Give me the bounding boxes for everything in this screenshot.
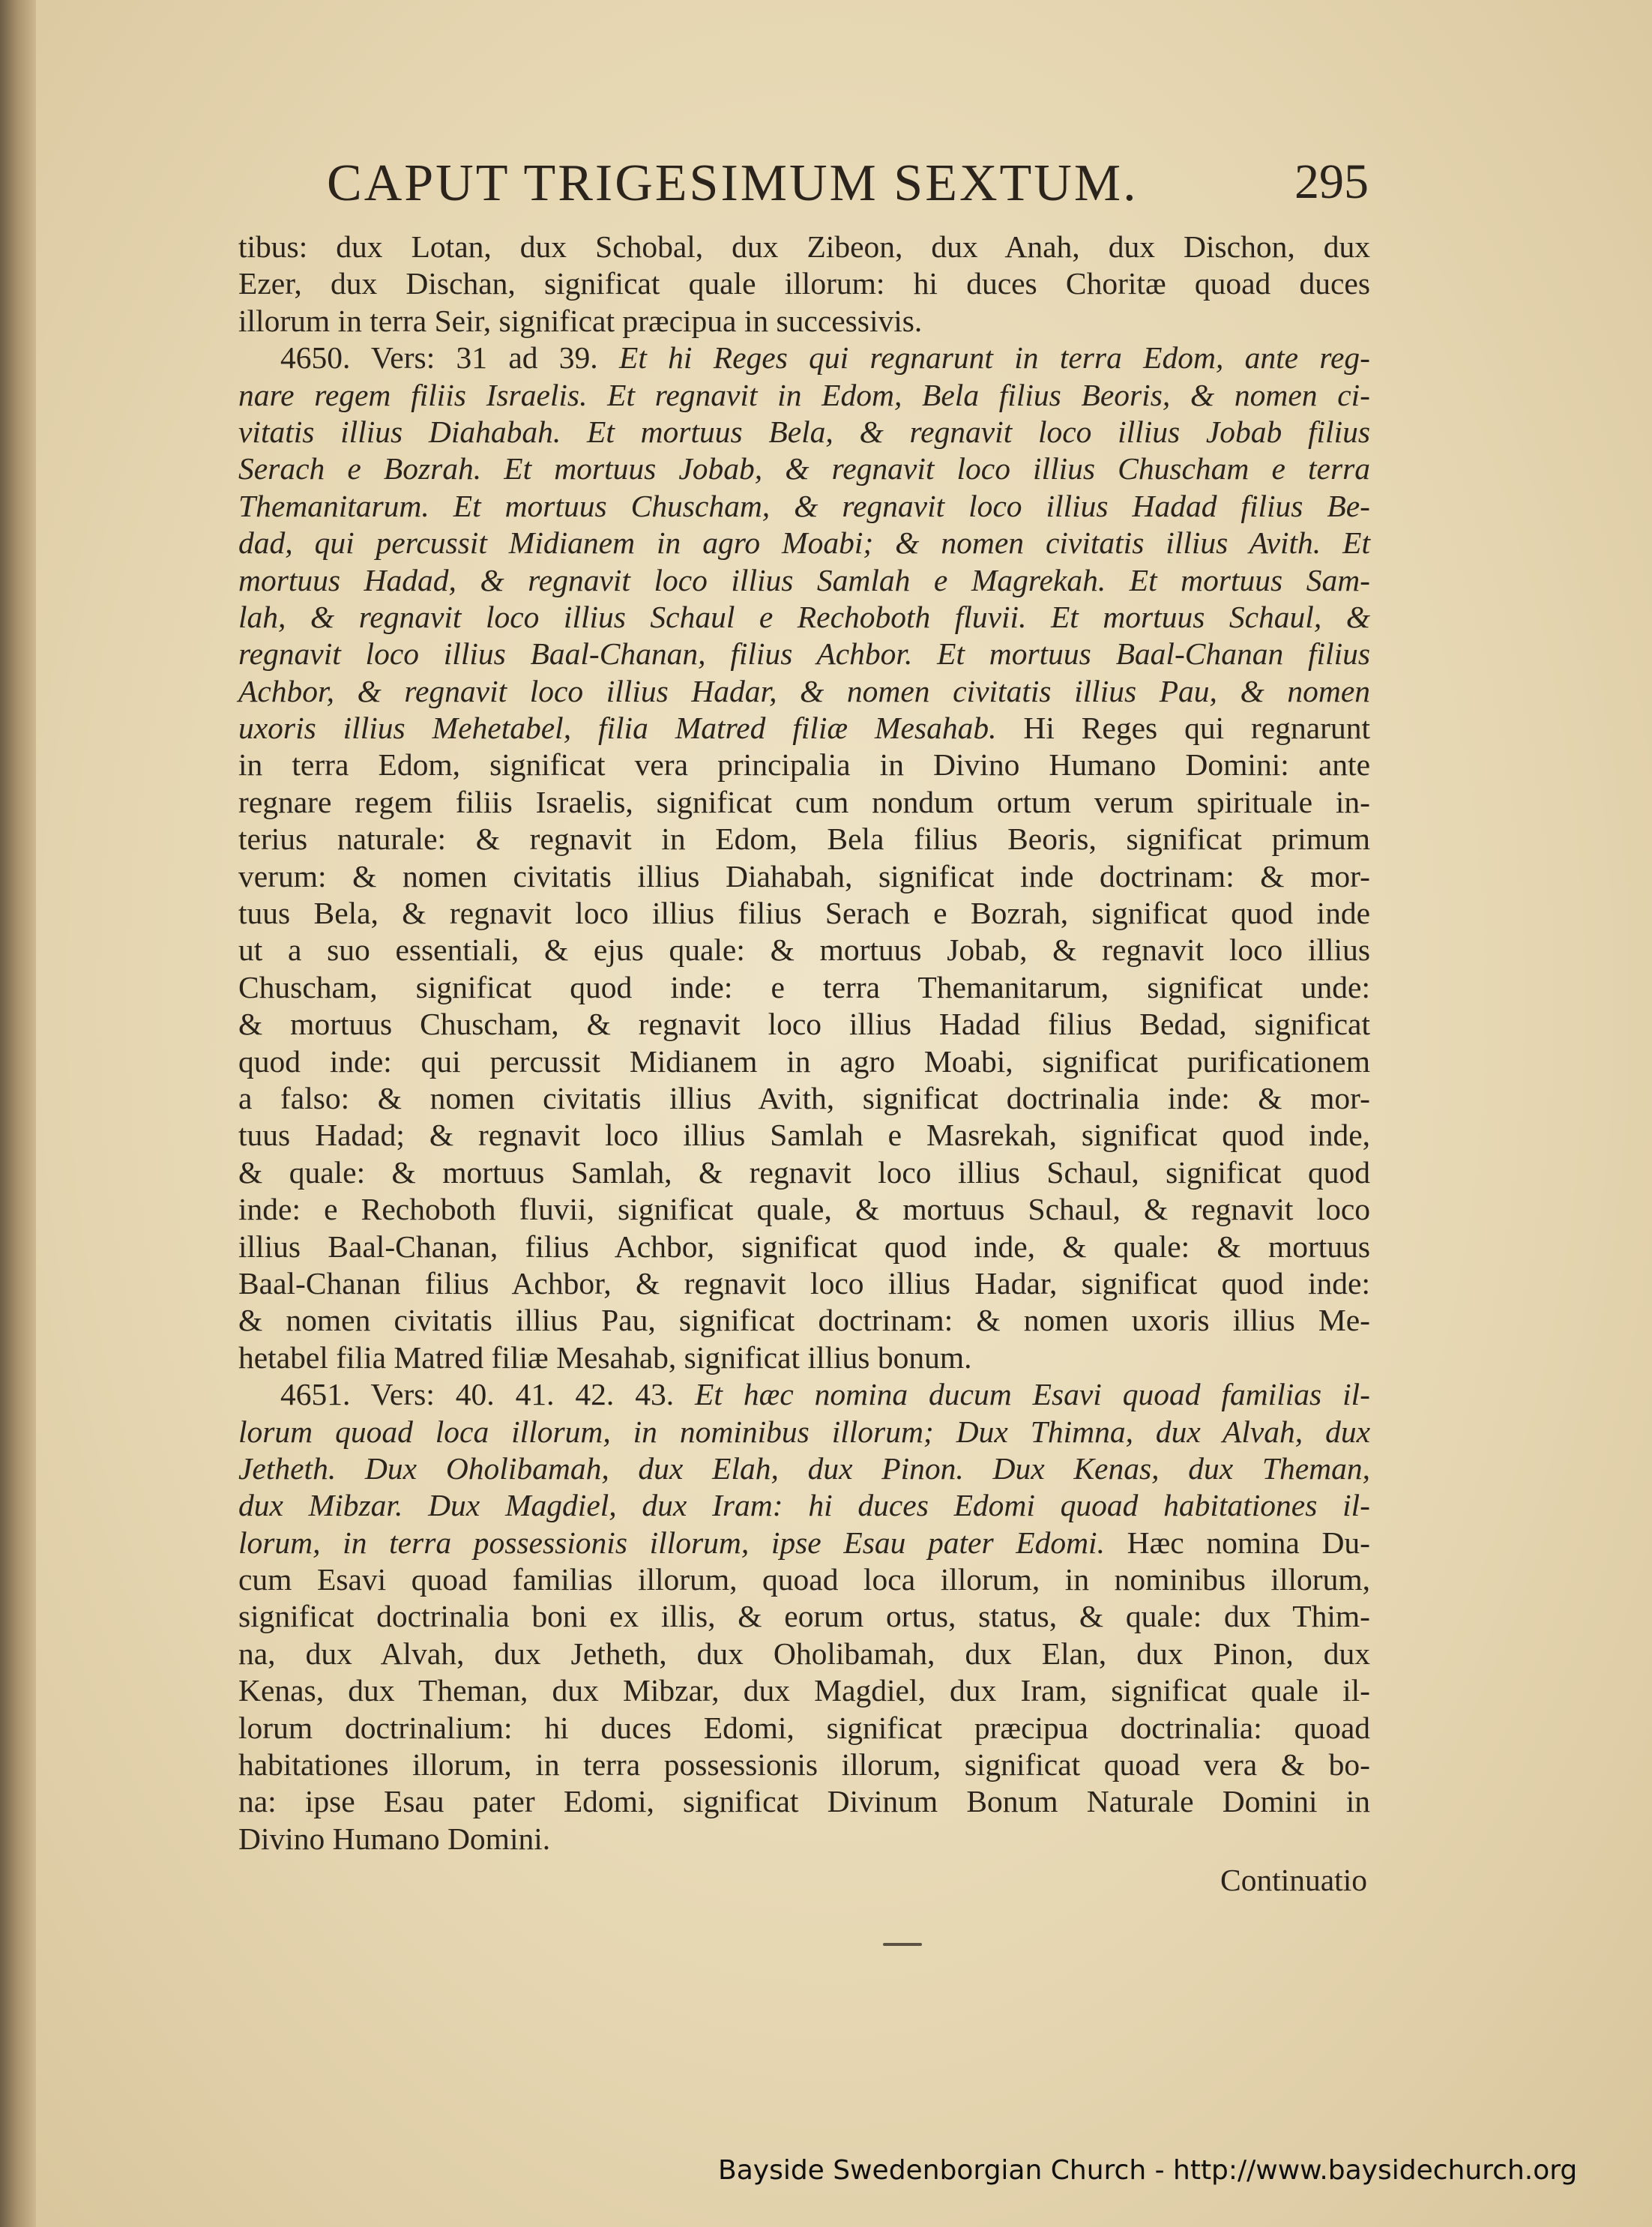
text-line — [238, 1080, 1370, 1117]
text-segment: a falso: & nomen civitatis illius Avith, significat doctrinalia inde: & mor- — [238, 1080, 1370, 1115]
text-segment: cum Esavi quoad familias illorum, quoad loca illorum, in nominibus illorum, — [238, 1562, 1370, 1597]
text-line — [238, 414, 1370, 450]
text-line — [238, 1598, 1370, 1635]
text-line — [238, 1376, 1370, 1413]
text-line — [238, 1450, 1370, 1487]
text-segment: tuus Bela, & regnavit loco illius filius Serach e Bozrah, significat quod inde — [238, 896, 1370, 931]
text-line — [238, 1783, 1370, 1820]
page-ornament — [883, 1943, 922, 1946]
text-line — [238, 377, 1370, 414]
page-number: 295 — [1294, 154, 1369, 209]
text-line — [238, 1710, 1370, 1747]
text-line — [238, 673, 1370, 710]
text-segment: inde: e Rechoboth fluvii, significat quale, & mortuus Schaul, & regnavit loco — [238, 1192, 1370, 1227]
book-binding-edge — [0, 0, 36, 2227]
italic-text-segment: regnavit loco illius Baal-Chanan, filius Achbor. Et mortuus Baal-Chanan filius — [238, 636, 1370, 672]
text-segment: Hæc nomina Du- — [1127, 1525, 1371, 1560]
text-segment: tuus Hadad; & regnavit loco illius Samlah e Masrekah, significat quod inde, — [238, 1118, 1370, 1153]
text-segment: Divino Humano Domini. — [238, 1821, 551, 1856]
text-line — [238, 599, 1370, 636]
text-segment: Kenas, dux Theman, dux Mibzar, dux Magdiel, dux Iram, significat quale il- — [238, 1673, 1370, 1708]
italic-text-segment: Et hæc nomina ducum Esavi quoad familias il- — [695, 1377, 1370, 1412]
text-line — [238, 1339, 1370, 1376]
text-line — [238, 340, 1370, 376]
body-text — [238, 229, 1370, 1857]
catchword: Continuatio — [1220, 1863, 1367, 1897]
text-line — [238, 1154, 1370, 1191]
text-line — [238, 1414, 1370, 1450]
text-line — [238, 1821, 1370, 1857]
text-line — [238, 450, 1370, 487]
text-line — [238, 265, 1370, 302]
text-segment: lorum doctrinalium: hi duces Edomi, significat præcipua doctrinalia: quoad — [238, 1710, 1370, 1745]
chapter-title: CAPUT TRIGESIMUM SEXTUM. — [327, 154, 1139, 212]
text-line — [238, 710, 1370, 747]
text-line — [238, 747, 1370, 783]
text-segment: regnare regem filiis Israelis, significat cum nondum ortum verum spirituale in- — [238, 784, 1370, 819]
italic-text-segment: Themanitarum. Et mortuus Chuscham, & regnavit loco illius Hadad filius Be- — [238, 488, 1370, 523]
text-line — [238, 1561, 1370, 1598]
text-line — [238, 969, 1370, 1006]
text-line — [238, 784, 1370, 821]
text-segment: quod inde: qui percussit Midianem in agro Moabi, significat purificationem — [238, 1043, 1370, 1079]
text-segment: in terra Edom, significat vera principalia in Divino Humano Domini: ante — [238, 747, 1370, 783]
text-segment: ut a suo essentiali, & ejus quale: & mortuus Jobab, & regnavit loco illius — [238, 932, 1370, 968]
text-segment: terius naturale: & regnavit in Edom, Bela filius Beoris, significat primum — [238, 822, 1370, 857]
text-segment: Ezer, dux Dischan, significat quale illorum: hi duces Choritæ quoad duces — [238, 266, 1370, 301]
text-line — [238, 229, 1370, 265]
text-segment: 4651. Vers: 40. 41. 42. 43. — [280, 1377, 696, 1412]
italic-text-segment: lorum, in terra possessionis illorum, ipse Esau pater Edomi. — [238, 1525, 1127, 1560]
text-line — [238, 1006, 1370, 1043]
text-line — [238, 1191, 1370, 1228]
text-line — [238, 1229, 1370, 1265]
text-segment: illius Baal-Chanan, filius Achbor, significat quod inde, & quale: & mortuus — [238, 1229, 1370, 1264]
text-segment: significat doctrinalia boni ex illis, & eorum ortus, status, & quale: dux Thim- — [238, 1599, 1370, 1634]
italic-text-segment: lorum quoad loca illorum, in nominibus illorum; Dux Thimna, dux Alvah, dux — [238, 1414, 1370, 1449]
italic-text-segment: nare regem filiis Israelis. Et regnavit in Edom, Bela filius Beoris, & nomen ci- — [238, 377, 1370, 412]
text-segment: na: ipse Esau pater Edomi, significat Divinum Bonum Naturale Domini in — [238, 1784, 1370, 1819]
text-line — [238, 1672, 1370, 1709]
text-line — [238, 1525, 1370, 1561]
text-segment: habitationes illorum, in terra possessionis illorum, significat quoad vera & bo- — [238, 1747, 1370, 1782]
text-line — [238, 821, 1370, 858]
running-head — [327, 154, 1369, 214]
watermark-text: Bayside Swedenborgian Church - http://www.baysidechurch.org — [718, 2155, 1578, 2186]
italic-text-segment: Et hi Reges qui regnarunt in terra Edom, ante reg- — [618, 340, 1370, 376]
text-line — [238, 1636, 1370, 1672]
italic-text-segment: dad, qui percussit Midianem in agro Moabi; & nomen civitatis illius Avith. Et — [238, 525, 1370, 561]
text-segment: 4650. Vers: 31 ad 39. — [280, 340, 619, 376]
text-segment: & mortuus Chuscham, & regnavit loco illius Hadad filius Bedad, significat — [238, 1007, 1370, 1042]
italic-text-segment: Achbor, & regnavit loco illius Hadar, & nomen civitatis illius Pau, & nomen — [238, 673, 1370, 708]
text-line — [238, 1747, 1370, 1783]
text-segment: hetabel filia Matred filiæ Mesahab, significat illius bonum. — [238, 1339, 972, 1375]
text-line — [238, 562, 1370, 599]
italic-text-segment: uxoris illius Mehetabel, filia Matred filiæ Mesahab. — [238, 711, 1024, 746]
text-segment: & quale: & mortuus Samlah, & regnavit loco illius Schaul, significat quod — [238, 1154, 1370, 1190]
italic-text-segment: Jetheth. Dux Oholibamah, dux Elah, dux Pinon. Dux Kenas, dux Theman, — [238, 1450, 1370, 1486]
italic-text-segment: lah, & regnavit loco illius Schaul e Rechoboth fluvii. Et mortuus Schaul, & — [238, 599, 1370, 634]
text-line — [238, 636, 1370, 672]
text-segment: Baal-Chanan filius Achbor, & regnavit loco illius Hadar, significat quod inde: — [238, 1265, 1370, 1301]
italic-text-segment: vitatis illius Diahabah. Et mortuus Bela, & regnavit loco illius Jobab filius — [238, 414, 1370, 449]
text-segment: & nomen civitatis illius Pau, significat doctrinam: & nomen uxoris illius Me- — [238, 1303, 1370, 1338]
text-segment: Chuscham, significat quod inde: e terra Themanitarum, significat unde: — [238, 969, 1370, 1004]
text-segment: na, dux Alvah, dux Jetheth, dux Oholibamah, dux Elan, dux Pinon, dux — [238, 1636, 1370, 1671]
text-line — [238, 932, 1370, 968]
text-line — [238, 858, 1370, 895]
text-line — [238, 303, 1370, 340]
text-line — [238, 895, 1370, 932]
text-line — [238, 1117, 1370, 1154]
text-line — [238, 1043, 1370, 1080]
text-line — [238, 1302, 1370, 1339]
text-segment: verum: & nomen civitatis illius Diahabah, significat inde doctrinam: & mor- — [238, 858, 1370, 893]
text-segment: tibus: dux Lotan, dux Schobal, dux Zibeon, dux Anah, dux Dischon, dux — [238, 229, 1370, 264]
text-line — [238, 488, 1370, 525]
text-segment: illorum in terra Seir, significat præcipua in successivis. — [238, 303, 923, 338]
italic-text-segment: dux Mibzar. Dux Magdiel, dux Iram: hi duces Edomi quoad habitationes il- — [238, 1488, 1370, 1523]
text-line — [238, 1265, 1370, 1302]
text-line — [238, 1487, 1370, 1524]
text-segment: Hi Reges qui regnarunt — [1023, 711, 1370, 746]
italic-text-segment: Serach e Bozrah. Et mortuus Jobab, & regnavit loco illius Chuscham e terra — [238, 451, 1370, 486]
italic-text-segment: mortuus Hadad, & regnavit loco illius Samlah e Magrekah. Et mortuus Sam- — [238, 562, 1370, 597]
text-line — [238, 525, 1370, 561]
